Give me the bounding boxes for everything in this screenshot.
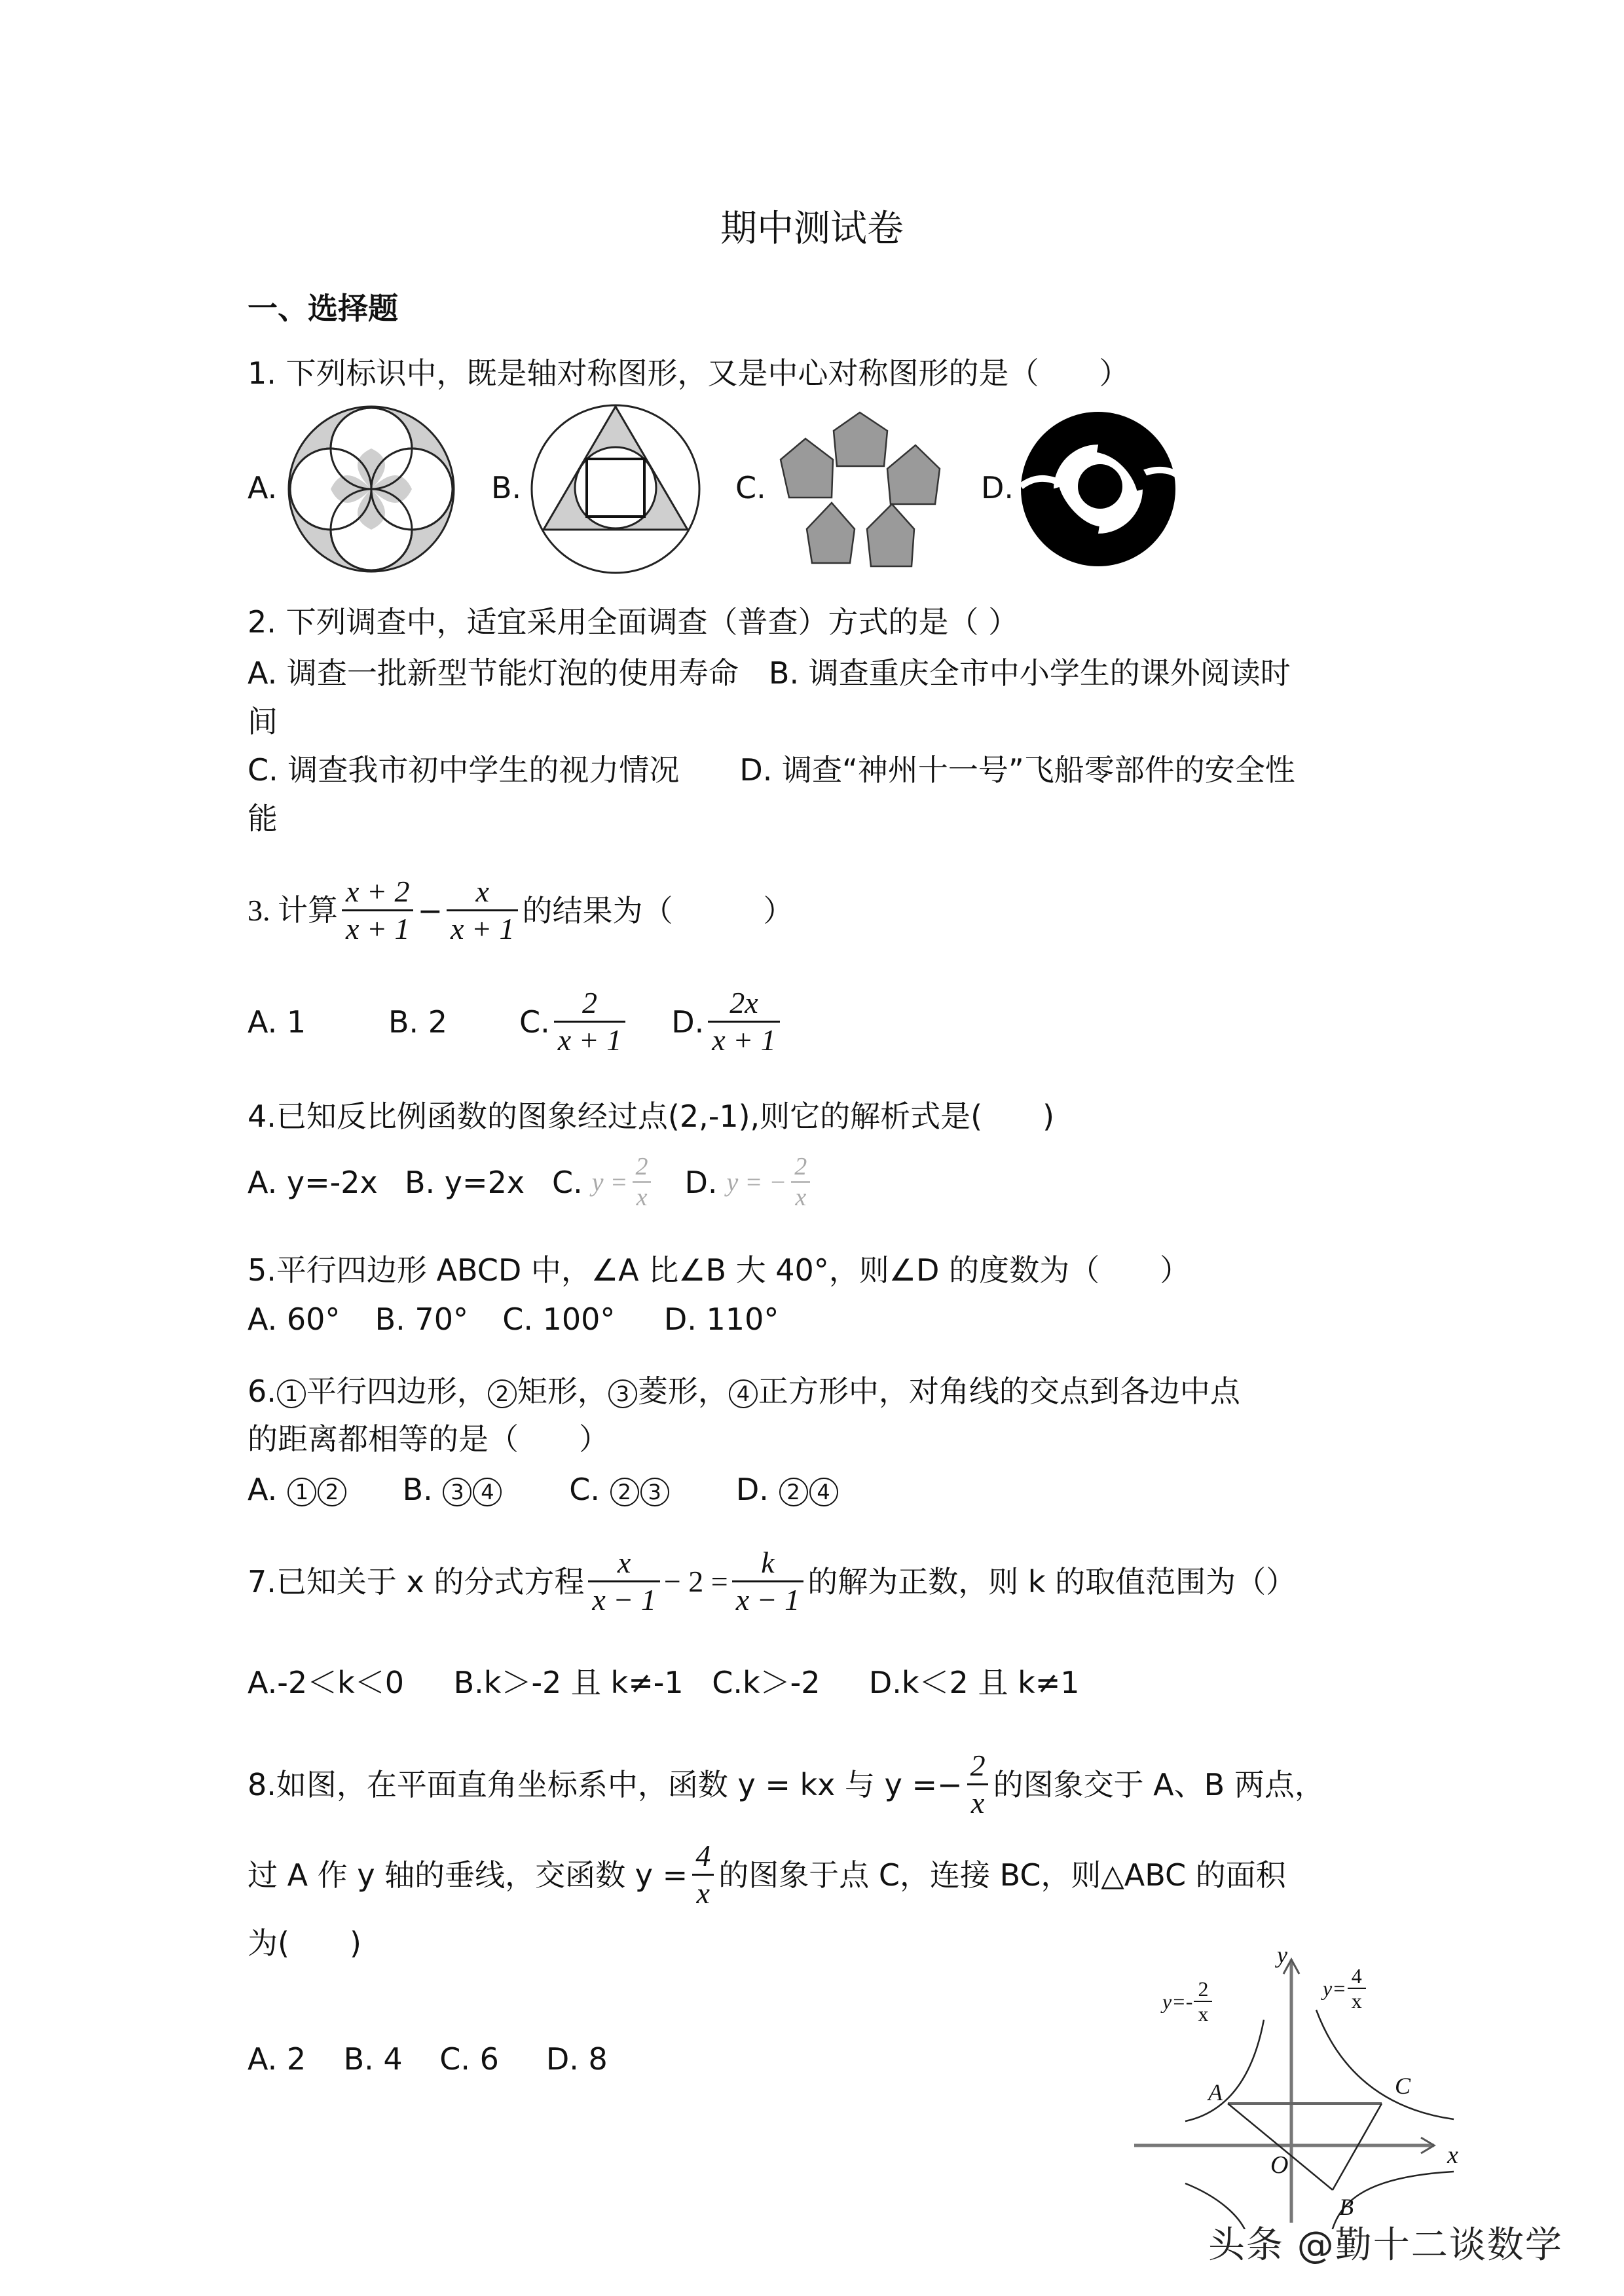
- q6-option-b: B. 3 4: [403, 1470, 560, 1509]
- five-pentagons-icon: [773, 406, 950, 573]
- q3-stem: [248, 874, 793, 947]
- q2-options-line2: 间: [248, 704, 278, 739]
- q7-option-b: B.k＞-2 且 k≠-1: [453, 1665, 684, 1700]
- q6-stem-line1: 6. 1 平行四边形， 2 矩形， 3 菱形， 4 正方形中，对角线的交点到各边中点: [248, 1374, 1240, 1409]
- q8-stem-line3: 为( ): [248, 1925, 361, 1961]
- q4-option-c-label: C.: [552, 1164, 583, 1200]
- q4-option-c-lhs: y =: [591, 1167, 628, 1197]
- q5-stem: 5.平行四边形 ABCD 中，∠A 比∠B 大 40°，则∠D 的度数为（ ）: [248, 1252, 1190, 1288]
- graph-origin-label: O: [1270, 2151, 1289, 2179]
- q5-option-a: A. 60°: [248, 1302, 341, 1337]
- q7-option-a: A.-2＜k＜0: [248, 1665, 405, 1700]
- graph-point-a-label: A: [1208, 2079, 1223, 2105]
- q3-option-d-label: D.: [671, 1004, 705, 1040]
- q5-option-c: C. 100°: [502, 1302, 616, 1337]
- page-title: 期中测试卷: [720, 208, 904, 250]
- triangle-square-circle-icon: [529, 403, 703, 576]
- q7-option-d: D.k＜2 且 k≠1: [868, 1665, 1080, 1700]
- graph-point-c-label: C: [1395, 2073, 1411, 2099]
- q1-option-c-label: C.: [735, 470, 766, 505]
- q4-option-c-fraction: $\frac{2}{x}$: [632, 1152, 652, 1212]
- watermark: 头条 @勤十二谈数学: [1208, 2224, 1563, 2267]
- q8-stem-line1: 8.如图，在平面直角坐标系中，函数 y = kx 与 y =− $\frac{2}{x}$ 的图象交于 A、B 两点，: [248, 1749, 1325, 1819]
- q7-option-c: C.k＞-2: [712, 1665, 821, 1700]
- q3-option-c-fraction: $\frac{2}{x + 1}$: [554, 985, 625, 1058]
- q4-option-a: A. y=-2x: [248, 1164, 378, 1200]
- q3-fraction-1: $\frac{x + 2}{x + 1}$: [342, 874, 413, 947]
- circled-number-4: 4: [729, 1379, 758, 1408]
- q8-option-c: C. 6: [439, 2041, 499, 2077]
- graph-left-curve-label: y=- $\frac{2}{x}$: [1162, 1977, 1213, 2026]
- graph-right-curve-label: y= $\frac{4}{x}$: [1323, 1964, 1367, 2013]
- q6-option-d: D. 2 4: [736, 1470, 839, 1509]
- circled-number-2: 2: [488, 1379, 517, 1408]
- q3-option-a: A. 1: [248, 1004, 306, 1040]
- four-petal-circle-icon: [285, 403, 458, 576]
- q8-coordinate-graph: [1126, 1922, 1467, 2229]
- q8-stem-line2: 过 A 作 y 轴的垂线，交函数 y = $\frac{4}{x}$ 的图象于点 C，连接 BC，则△ABC 的面积: [248, 1839, 1286, 1910]
- q3-suffix: 的结果为（ ）: [522, 892, 794, 928]
- graph-point-b-label: B: [1339, 2194, 1354, 2220]
- q4-option-d-fraction: $\frac{2}{x}$: [790, 1152, 811, 1212]
- q6-option-a: A. 1 2: [248, 1470, 393, 1509]
- circled-number-3: 3: [608, 1379, 637, 1408]
- q4-option-d-lhs: y = −: [726, 1167, 787, 1197]
- q4-options: [248, 1152, 815, 1212]
- q7-prefix: 7.已知关于 x 的分式方程: [248, 1563, 585, 1599]
- q7-fraction-1: $\frac{x}{x - 1}$: [588, 1545, 659, 1618]
- yin-yang-wave-icon: [1018, 409, 1179, 570]
- q6-options: [248, 1470, 839, 1509]
- q5-options: [248, 1300, 779, 1339]
- q1-stem: 1. 下列标识中，既是轴对称图形，又是中心对称图形的是（ ）: [248, 355, 1130, 391]
- q7-stem: [248, 1545, 1296, 1618]
- graph-x-axis-label: x: [1447, 2141, 1458, 2169]
- q3-fraction-2: $\frac{x}{x + 1}$: [447, 874, 518, 947]
- q4-option-d-label: D.: [684, 1164, 718, 1200]
- q6-stem-line2: 的距离都相等的是（ ）: [248, 1421, 609, 1457]
- q3-options: [248, 985, 784, 1058]
- q7-middle: − 2 =: [663, 1564, 728, 1598]
- q8-option-a: A. 2: [248, 2041, 306, 2077]
- graph-y-axis-label: y: [1277, 1942, 1287, 1968]
- q5-option-d: D. 110°: [663, 1302, 779, 1337]
- q8-option-d: D. 8: [545, 2041, 608, 2077]
- q4-option-b: B. y=2x: [405, 1164, 525, 1200]
- circled-number-1: 1: [277, 1379, 306, 1408]
- q8-option-b: B. 4: [343, 2041, 403, 2077]
- q1-option-b-label: B.: [491, 470, 522, 505]
- q2-options-line1: A. 调查一批新型节能灯泡的使用寿命 B. 调查重庆全市中小学生的课外阅读时: [248, 655, 1291, 691]
- q2-stem: 2. 下列调查中，适宜采用全面调查（普查）方式的是（ ）: [248, 604, 1019, 640]
- q8-fraction-4-over-x: $\frac{4}{x}$: [692, 1838, 714, 1911]
- q3-minus: −: [417, 892, 443, 928]
- q2-options-line4: 能: [248, 801, 278, 836]
- q3-option-b: B. 2: [388, 1004, 448, 1040]
- q3-option-c-label: C.: [519, 1004, 550, 1040]
- q8-fraction-neg-2-over-x: $\frac{2}{x}$: [967, 1748, 989, 1821]
- q7-options: [248, 1663, 1080, 1702]
- q7-fraction-2: $\frac{k}{x - 1}$: [732, 1545, 803, 1618]
- q3-prefix: 3. 计算: [248, 893, 338, 927]
- q6-option-c: C. 2 3: [569, 1470, 726, 1509]
- q3-option-d-fraction: $\frac{2x}{x + 1}$: [708, 985, 779, 1058]
- q4-stem: 4.已知反比例函数的图象经过点(2,-1),则它的解析式是( ): [248, 1099, 1055, 1134]
- q6-number: 6.: [248, 1374, 276, 1409]
- q7-suffix: 的解为正数，则 k 的取值范围为（）: [807, 1563, 1297, 1599]
- section-heading: 一、选择题: [248, 291, 398, 326]
- q1-option-a-label: A.: [248, 470, 278, 505]
- q1-option-d-label: D.: [981, 470, 1014, 505]
- q5-option-b: B. 70°: [375, 1302, 468, 1337]
- q8-options: [248, 2039, 608, 2079]
- q2-options-line3: C. 调查我市初中学生的视力情况 D. 调查“神州十一号”飞船零部件的安全性: [248, 752, 1295, 788]
